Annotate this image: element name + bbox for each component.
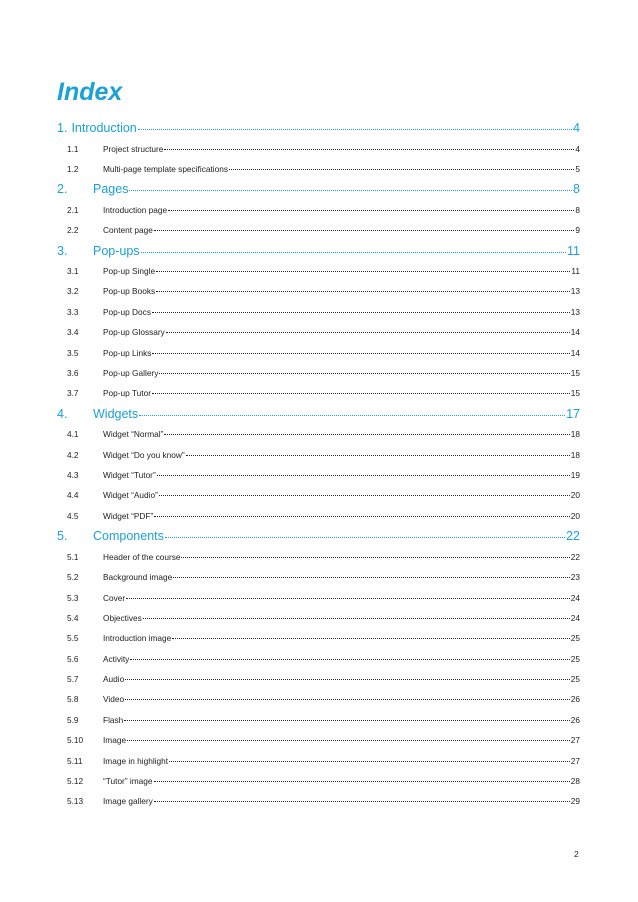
toc-dot-leader [159, 372, 569, 374]
page-number: 2 [574, 849, 579, 859]
toc-entry-label: Image gallery [103, 796, 153, 807]
toc-entry-label: Pop-up Glossary [103, 327, 165, 338]
toc-subsection-entry[interactable] [57, 689, 580, 709]
toc-entry-page: 24 [570, 592, 580, 603]
toc-dot-leader [124, 719, 569, 721]
toc-entry-number: 5.13 [67, 796, 84, 807]
toc-entry-label: Flash [103, 714, 124, 725]
toc-dot-leader [143, 617, 570, 619]
toc-entry-number: 5.12 [67, 776, 84, 787]
toc-entry-label: Video [103, 694, 125, 705]
toc-entry-number: 2. [57, 182, 68, 197]
toc-dot-leader [127, 739, 570, 741]
toc-entry-label: Pop-up Docs [103, 306, 151, 317]
toc-dot-leader [186, 454, 570, 456]
toc-subsection-entry[interactable] [57, 281, 580, 301]
toc-entry-number: 5.7 [67, 674, 79, 685]
toc-entry-page: 22 [570, 551, 580, 562]
toc-entry-number: 2.2 [67, 225, 79, 236]
toc-entry-page: 4 [575, 143, 580, 154]
toc-subsection-entry[interactable] [57, 710, 580, 730]
toc-subsection-entry[interactable] [57, 139, 580, 159]
toc-dot-leader [125, 678, 570, 680]
toc-entry-number: 2.1 [67, 204, 79, 215]
toc-entry-page: 26 [570, 714, 580, 725]
toc-entry-page: 18 [570, 449, 580, 460]
toc-entry-page: 22 [566, 529, 580, 544]
toc-entry-page: 13 [570, 286, 580, 297]
toc-entry-page: 11 [567, 243, 580, 258]
toc-entry-page: 25 [570, 653, 580, 664]
toc-entry-page: 9 [575, 225, 580, 236]
toc-entry-number: 1.2 [67, 163, 79, 174]
toc-entry-page: 8 [573, 182, 580, 197]
toc-entry-page: 20 [570, 490, 580, 501]
toc-entry-page: 23 [570, 572, 580, 583]
toc-dot-leader [156, 270, 570, 272]
toc-subsection-entry[interactable] [57, 730, 580, 750]
toc-subsection-entry[interactable] [57, 465, 580, 485]
toc-entry-page: 26 [570, 694, 580, 705]
toc-dot-leader [172, 637, 570, 639]
toc-entry-number: 5. [57, 529, 68, 544]
toc-entry-number: 3.4 [67, 327, 79, 338]
toc-subsection-entry[interactable] [57, 322, 580, 342]
toc-entry-label: Introduction [71, 121, 137, 135]
toc-subsection-entry[interactable] [57, 363, 580, 383]
toc-entry-number: 1.1 [67, 143, 79, 154]
toc-entry-page: 27 [570, 735, 580, 746]
toc-entry-label: Image in highlight [103, 755, 169, 766]
toc-entry-number: 5.3 [67, 592, 79, 603]
toc-subsection-entry[interactable] [57, 771, 580, 791]
toc-entry-page: 28 [570, 776, 580, 787]
toc-entry-page: 14 [570, 327, 580, 338]
toc-entry-number: 5.1 [67, 551, 79, 562]
toc-entry-label: Pages [93, 182, 129, 197]
toc-entry-label: Objectives [103, 612, 142, 623]
toc-entry-page: 25 [570, 674, 580, 685]
toc-dot-leader [164, 148, 574, 150]
toc-entry-page: 4 [573, 121, 580, 135]
toc-entry-label: Pop-up Tutor [103, 388, 151, 399]
toc-dot-leader [152, 311, 570, 313]
toc-section-entry[interactable] [57, 179, 580, 200]
toc-entry-number: 4.5 [67, 510, 79, 521]
toc-entry-label: Cover [103, 592, 126, 603]
toc-entry-number: 3.1 [67, 266, 79, 277]
toc-dot-leader [139, 414, 565, 416]
toc-entry-label: Pop-up Links [103, 347, 152, 358]
toc-dot-leader [141, 251, 566, 253]
toc-entry-number: 5.11 [67, 755, 83, 766]
toc-entry-label: Introduction page [103, 204, 168, 215]
toc-entry-label: Audio [103, 674, 125, 685]
toc-entry-number: 1. [57, 121, 68, 135]
toc-entry-page: 27 [570, 755, 580, 766]
toc-entry-page: 24 [570, 612, 580, 623]
toc-subsection-entry[interactable] [57, 588, 580, 608]
toc-subsection-entry[interactable] [57, 159, 580, 179]
toc-entry-label: Widgets [93, 406, 139, 421]
toc-section-entry[interactable] [57, 118, 580, 139]
toc-dot-leader [168, 209, 574, 211]
toc-subsection-entry[interactable] [57, 669, 580, 689]
toc-dot-leader [156, 290, 570, 292]
table-of-contents [57, 118, 580, 812]
toc-entry-number: 5.9 [67, 714, 79, 725]
toc-subsection-entry[interactable] [57, 302, 580, 322]
toc-entry-number: 4.3 [67, 470, 79, 481]
toc-subsection-entry[interactable] [57, 649, 580, 669]
toc-entry-label: Project structure [103, 143, 164, 154]
toc-entry-page: 17 [566, 406, 580, 421]
toc-entry-label: Pop-ups [93, 243, 140, 258]
toc-entry-label: Multi-page template specifications [103, 163, 228, 174]
toc-entry-label: Widget “Audio” [103, 490, 158, 501]
toc-subsection-entry[interactable] [57, 567, 580, 587]
toc-entry-number: 3.7 [67, 388, 79, 399]
toc-entry-page: 15 [570, 368, 580, 379]
toc-entry-label: Activity [103, 653, 130, 664]
toc-entry-number: 5.2 [67, 572, 79, 583]
toc-entry-page: 19 [570, 470, 580, 481]
toc-entry-label: Introduction image [103, 633, 172, 644]
toc-dot-leader [229, 168, 574, 170]
toc-subsection-entry[interactable] [57, 547, 580, 567]
toc-subsection-entry[interactable] [57, 220, 580, 240]
toc-section-entry[interactable] [57, 404, 580, 425]
toc-entry-number: 4.1 [67, 429, 79, 440]
toc-entry-number: 4. [57, 406, 68, 421]
toc-entry-page: 13 [570, 306, 580, 317]
toc-dot-leader [129, 189, 572, 191]
toc-dot-leader [138, 128, 572, 130]
toc-section-entry[interactable] [57, 241, 580, 262]
toc-entry-number: 4.4 [67, 490, 79, 501]
toc-entry-label: Widget “Normal” [103, 429, 164, 440]
toc-entry-page: 18 [570, 429, 580, 440]
toc-entry-number: 3. [57, 243, 68, 258]
toc-dot-leader [169, 760, 570, 762]
toc-dot-leader [159, 494, 570, 496]
toc-entry-label: Widget “Tutor” [103, 470, 156, 481]
toc-entry-number: 5.6 [67, 653, 79, 664]
toc-subsection-entry[interactable] [57, 200, 580, 220]
toc-subsection-entry[interactable] [57, 628, 580, 648]
toc-entry-number: 3.2 [67, 286, 79, 297]
toc-dot-leader [152, 392, 570, 394]
toc-entry-label: Image [103, 735, 127, 746]
toc-entry-page: 20 [570, 510, 580, 521]
toc-entry-page: 15 [570, 388, 580, 399]
toc-subsection-entry[interactable] [57, 506, 580, 526]
toc-subsection-entry[interactable] [57, 343, 580, 363]
toc-entry-number: 5.10 [67, 735, 84, 746]
toc-subsection-entry[interactable] [57, 445, 580, 465]
toc-subsection-entry[interactable] [57, 424, 580, 444]
toc-subsection-entry[interactable] [57, 751, 580, 771]
page-title: Index [57, 78, 123, 106]
toc-dot-leader [154, 800, 570, 802]
toc-entry-page: 8 [575, 204, 580, 215]
toc-entry-number: 5.4 [67, 612, 79, 623]
toc-dot-leader [130, 658, 569, 660]
toc-entry-page: 11 [571, 266, 580, 277]
toc-entry-label: “Tutor” image [103, 776, 153, 787]
toc-subsection-entry[interactable] [57, 383, 580, 403]
toc-entry-page: 14 [570, 347, 580, 358]
toc-dot-leader [157, 474, 570, 476]
toc-dot-leader [154, 229, 575, 231]
toc-subsection-entry[interactable] [57, 608, 580, 628]
toc-dot-leader [154, 780, 570, 782]
toc-dot-leader [125, 698, 570, 700]
toc-dot-leader [154, 515, 570, 517]
toc-entry-label: Background image [103, 572, 173, 583]
toc-entry-number: 4.2 [67, 449, 79, 460]
toc-entry-number: 5.5 [67, 633, 79, 644]
toc-dot-leader [164, 433, 569, 435]
toc-entry-label: Pop-up Books [103, 286, 156, 297]
toc-subsection-entry[interactable] [57, 261, 580, 281]
toc-dot-leader [152, 352, 569, 354]
toc-entry-label: Pop-up Gallery [103, 368, 159, 379]
toc-section-entry[interactable] [57, 526, 580, 547]
toc-entry-label: Widget “Do you know” [103, 449, 185, 460]
toc-entry-label: Header of the course [103, 551, 181, 562]
toc-entry-number: 3.6 [67, 368, 79, 379]
toc-dot-leader [181, 556, 569, 558]
toc-subsection-entry[interactable] [57, 485, 580, 505]
toc-entry-number: 3.5 [67, 347, 79, 358]
toc-entry-label: Content page [103, 225, 153, 236]
toc-dot-leader [166, 331, 570, 333]
toc-entry-label: Widget “PDF” [103, 510, 154, 521]
toc-entry-label: Pop-up Single [103, 266, 156, 277]
toc-entry-page: 25 [570, 633, 580, 644]
toc-dot-leader [126, 597, 570, 599]
toc-subsection-entry[interactable] [57, 791, 580, 811]
toc-entry-number: 3.3 [67, 306, 79, 317]
toc-entry-page: 29 [570, 796, 580, 807]
toc-dot-leader [173, 576, 570, 578]
toc-entry-label: Components [93, 529, 164, 544]
toc-entry-page: 5 [575, 163, 580, 174]
toc-entry-number: 5.8 [67, 694, 79, 705]
toc-dot-leader [165, 536, 565, 538]
